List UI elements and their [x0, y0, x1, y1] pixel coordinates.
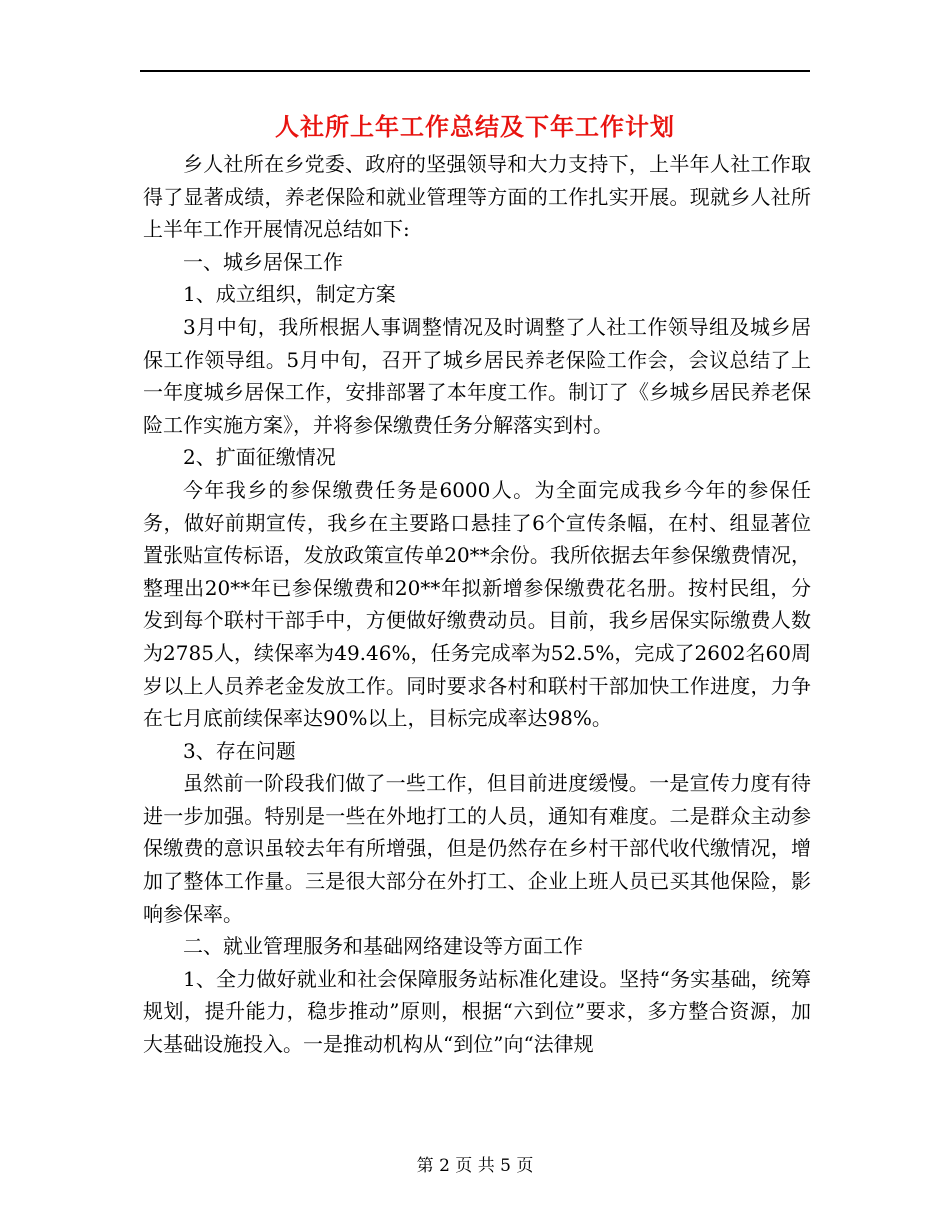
paragraph-intro: 乡人社所在乡党委、政府的坚强领导和大力支持下，上半年人社工作取得了显著成绩，养老保险和就业管理等方面的工作扎实开展。现就乡人社所上半年工作开展情况总结如下:: [143, 152, 811, 242]
subheading-1-1: 1、成立组织，制定方案: [183, 282, 396, 307]
document-body: [143, 148, 811, 1061]
subheading-1-2: 2、扩面征缴情况: [183, 445, 336, 470]
paragraph-problems: 虽然前一阶段我们做了一些工作，但目前进度缓慢。一是宣传力度有待进一步加强。特别是一些在外地打工的人员，通知有难度。二是群众主动参保缴费的意识虽较去年有所增强，但是仍然存在乡村干部代收代缴情况，增加了整体工作量。三是很大部分在外打工、企业上班人员已买其他保险，影响参保率。: [143, 771, 811, 926]
section-heading-1: 一、城乡居保工作: [183, 249, 343, 274]
document-title: 人社所上年工作总结及下年工作计划: [275, 112, 675, 141]
paragraph-collection: 今年我乡的参保缴费任务是6000人。为全面完成我乡今年的参保任务，做好前期宣传，我乡在主要路口悬挂了6个宣传条幅，在村、组显著位置张贴宣传标语，发放政策宣传单20**余份。我所依据去年参保缴费情况，整理出20**年已参保缴费和20**年拟新增参保缴费花名册。按村民组，分发到每个联村干部手中，方便做好缴费动员。目前，我乡居保实际缴费人数为2785人，续保率为49.46%，任务完成率为52.5%，完成了2602名60周岁以上人员养老金发放工作。同时要求各村和联村干部加快工作进度，力争在七月底前续保率达90%以上，目标完成率达98%。: [143, 477, 811, 731]
paragraph-organization: 3月中旬，我所根据人事调整情况及时调整了人社工作领导组及城乡居保工作领导组。5月中旬，召开了城乡居民养老保险工作会，会议总结了上一年度城乡居保工作，安排部署了本年度工作。制订了《乡城乡居民养老保险工作实施方案》，并将参保缴费任务分解落实到村。: [143, 314, 811, 437]
page-number: 第 2 页 共 5 页: [416, 1156, 534, 1176]
paragraph-service-station: 1、全力做好就业和社会保障服务站标准化建设。坚持“务实基础，统筹规划，提升能力，稳步推动”原则，根据“六到位”要求，多方整合资源，加大基础设施投入。一是推动机构从“到位”向“法律规: [143, 966, 811, 1057]
subheading-1-3: 3、存在问题: [183, 738, 296, 763]
header-rule: [140, 70, 810, 72]
section-heading-2: 二、就业管理服务和基础网络建设等方面工作: [183, 934, 583, 959]
